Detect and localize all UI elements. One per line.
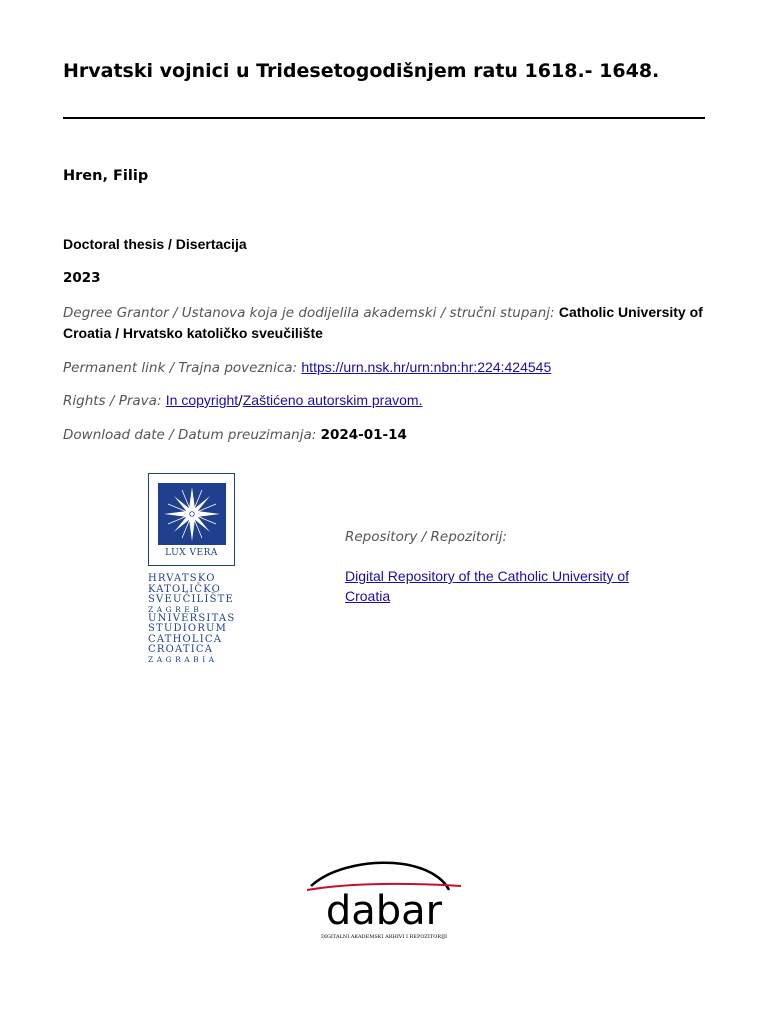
- logo-motto: LUX VERA: [165, 548, 218, 558]
- star-icon: [158, 483, 226, 545]
- logo-line: CATHOLICA: [148, 633, 223, 645]
- logo-line: ZAGREB: [148, 604, 203, 614]
- degree-grantor-label: Degree Grantor / Ustanova koja je dodijelila akademski / stručni stupanj:: [63, 305, 555, 321]
- rights-label: Rights / Prava:: [63, 393, 162, 409]
- permanent-link[interactable]: https://urn.nsk.hr/urn:nbn:hr:224:424545: [301, 359, 552, 375]
- university-name-lines: [148, 574, 238, 664]
- logo-line: CROATICA: [148, 644, 214, 655]
- title-divider: [63, 117, 705, 119]
- dabar-wordmark: dabar: [325, 888, 443, 934]
- download-date-label: Download date / Datum preuzimanja:: [63, 427, 317, 443]
- logo-line: ZAGRABIA: [148, 654, 218, 664]
- logo-line: KATOLIČKO: [148, 583, 222, 595]
- dabar-logo: [303, 860, 465, 944]
- university-logo: [148, 473, 235, 566]
- rights-row: [63, 390, 703, 411]
- page-title: Hrvatski vojnici u Tridesetogodišnjem ratu 1618.- 1648.: [63, 60, 660, 82]
- logo-line: HRVATSKO: [148, 573, 216, 584]
- degree-grantor-value: Catholic University of Croatia / Hrvatsko katoličko sveučilište: [63, 304, 703, 341]
- permanent-link-row: [63, 357, 703, 378]
- logo-line: STUDIORUM: [148, 623, 228, 634]
- degree-grantor: [63, 302, 703, 344]
- rights-link-copyright[interactable]: In copyright: [165, 392, 239, 408]
- download-date-value: 2024-01-14: [320, 427, 407, 443]
- document-type: Doctoral thesis / Disertacija: [63, 236, 247, 252]
- repository-link[interactable]: Digital Repository of the Catholic University of Croatia: [345, 568, 630, 604]
- permanent-link-label: Permanent link / Trajna poveznica:: [63, 360, 298, 376]
- logo-line: SVEUČILIŠTE: [148, 594, 235, 605]
- rights-link-zasticeno[interactable]: Zaštićeno autorskim pravom.: [242, 392, 423, 408]
- author-name: Hren, Filip: [63, 168, 149, 184]
- rights-separator: /: [238, 393, 243, 409]
- star-emblem: [158, 483, 226, 545]
- year: 2023: [63, 270, 101, 286]
- dabar-tagline: DIGITALNI AKADEMSKI ARHIVI I REPOZITORIJI: [320, 934, 448, 940]
- logo-line: UNIVERSITAS: [148, 612, 236, 624]
- repository-label: Repository / Repozitorij:: [345, 529, 508, 545]
- download-date-row: [63, 425, 703, 445]
